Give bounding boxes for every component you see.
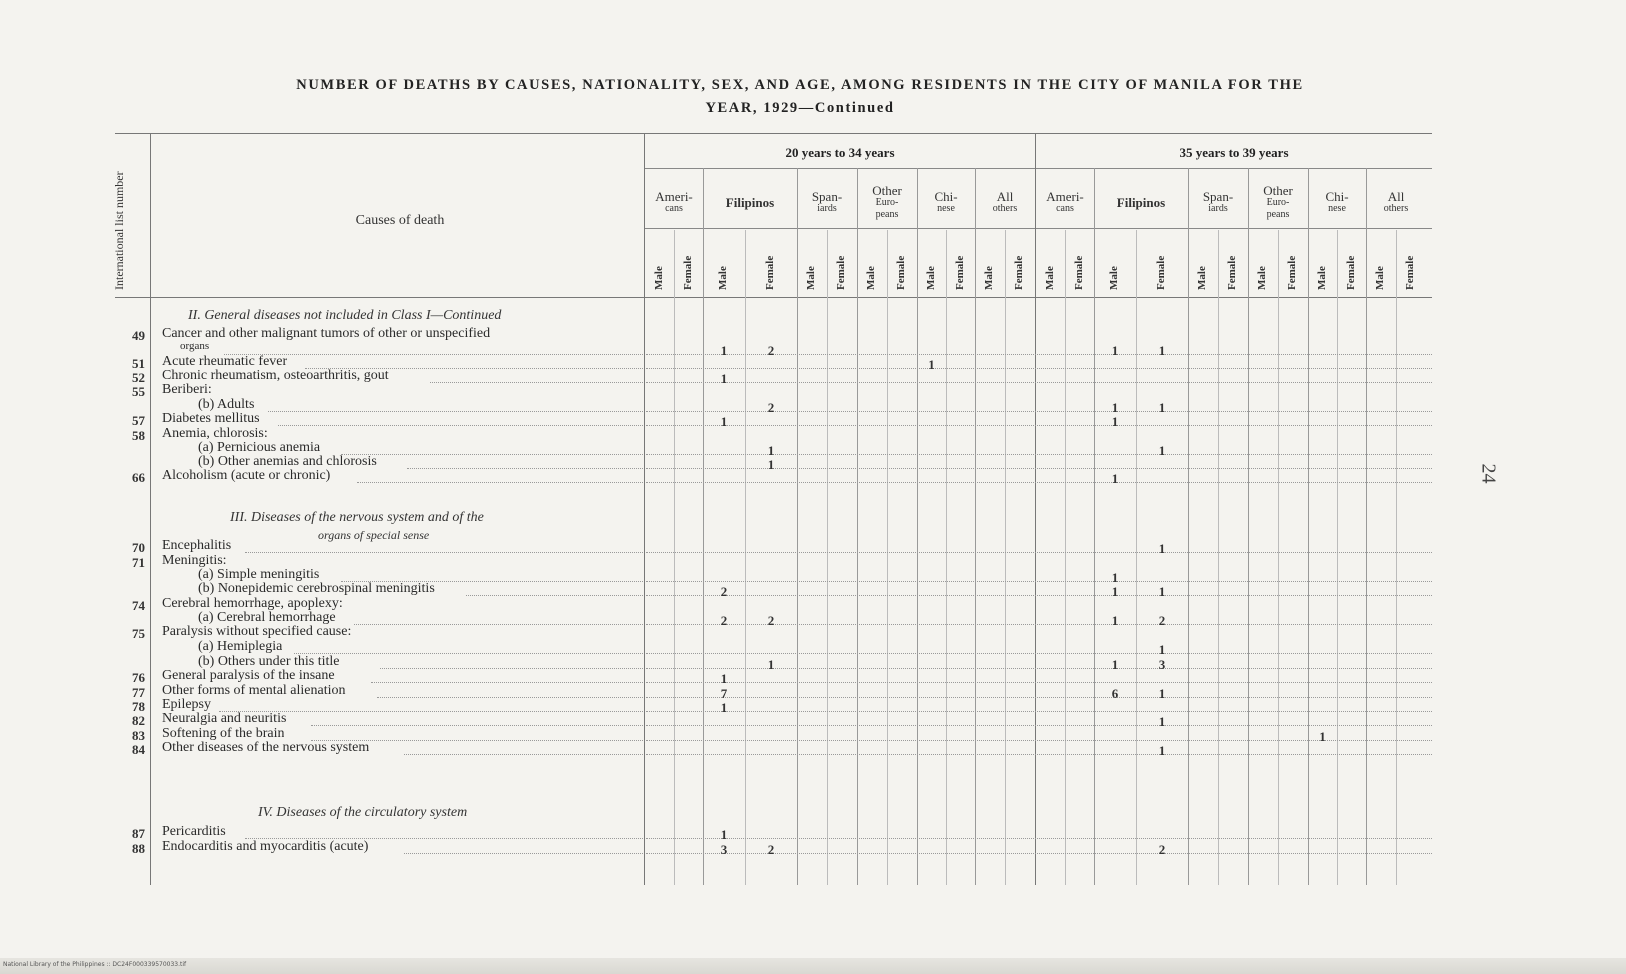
header-bottom-rule [115,297,1432,298]
cause-of-death: Cancer and other malignant tumors of other or unspecified [162,326,491,341]
leader-dots [466,595,643,596]
cause-of-death: Meningitis: [162,553,227,568]
list-number: 55 [132,384,145,399]
cause-of-death: Diabetes mellitus [162,411,260,426]
cell-value: 1 [1111,613,1119,628]
cell-value: 1 [1111,570,1119,585]
cell-value: 2 [720,613,728,628]
male-column-header: Male [924,266,937,290]
male-column-header: Male [1315,266,1328,290]
list-number: 84 [132,742,145,757]
cause-of-death: Encephalitis [162,538,232,553]
leader-dots [646,382,1432,383]
cell-value: 1 [1158,642,1166,657]
leader-dots [646,697,1432,698]
leader-dots [294,653,643,654]
nationality-header: Chi- [1325,189,1349,204]
cause-of-death: Paralysis without specified cause: [162,624,352,639]
cause-of-death: Other diseases of the nervous system [162,740,370,755]
nationality-header: cans [1056,203,1074,214]
list-number-header: International list number [112,171,126,290]
cell-value: 1 [1158,443,1166,458]
column-divider [1337,230,1338,885]
cell-value: 7 [720,686,728,701]
male-column-header: Male [865,266,877,290]
cell-value: 1 [1111,400,1119,415]
cause-of-death: (a) Pernicious anemia [198,440,321,455]
leader-dots [404,853,643,854]
cause-of-death: Chronic rheumatism, osteoarthritis, gout [162,368,389,383]
nationality-header: Filipinos [1116,195,1166,210]
cause-of-death: (b) Adults [198,397,255,412]
page-title: NUMBER OF DEATHS BY CAUSES, NATIONALITY, SEX, AND AGE, AMONG RESIDENTS IN THE CITY OF MANILA FOR THE [296,77,1304,93]
list-number: 70 [132,540,145,555]
cell-value: 2 [1158,842,1166,857]
cause-of-death: Neuralgia and neuritis [162,711,287,726]
male-column-header: Male [1108,266,1120,290]
list-number: 71 [132,555,145,570]
nationality-header: others [992,203,1018,214]
section-heading: III. Diseases of the nervous system and of the [230,510,484,525]
list-number: 75 [132,626,145,641]
cell-value: 1 [767,657,775,672]
female-column-header: Female [1404,255,1416,290]
cell-value: 1 [1319,729,1326,744]
list-number: 74 [132,598,145,613]
nationality-header: All [996,189,1014,204]
column-divider [745,230,746,885]
cell-value: 2 [720,584,728,599]
nationality-header: iards [1208,203,1228,214]
column-divider [1396,230,1397,885]
list-number: 51 [132,356,145,371]
nationality-header: peans [1266,209,1290,220]
column-divider [1278,230,1279,885]
cell-value: 1 [1111,657,1119,672]
cause-of-death: Alcoholism (acute or chronic) [162,468,331,483]
cell-value: 3 [1158,657,1166,672]
leader-dots [341,454,643,455]
female-column-header: Female [1226,255,1238,290]
column-divider [674,230,675,885]
nationality-header: Other [1263,183,1293,198]
leader-dots [646,711,1432,712]
causes-header: Causes of death [355,213,445,228]
cause-of-death: Endocarditis and myocarditis (acute) [162,839,369,854]
leader-dots [646,653,1432,654]
leader-dots [407,468,643,469]
male-column-header: Male [1043,266,1056,290]
age-group-rule-2 [1036,168,1432,169]
nationality-header: Ameri- [655,189,693,204]
leader-dots [646,552,1432,553]
age-group-header: 35 years to 39 years [1179,145,1289,160]
nationality-header: Euro- [1266,197,1290,208]
list-number: 57 [132,413,145,428]
list-number: 82 [132,713,145,728]
leader-dots [278,425,643,426]
cell-value: 1 [1158,584,1166,599]
nationality-header: iards [817,203,837,214]
cell-value: 1 [767,443,775,458]
cell-value: 1 [767,457,775,472]
section-heading: organs of special sense [318,528,430,542]
cause-of-death: Other forms of mental alienation [162,683,346,698]
cell-value: 2 [767,842,775,857]
cell-value: 1 [1158,400,1166,415]
male-column-header: Male [652,266,665,290]
column-divider [1218,230,1219,885]
cause-of-death: Pericarditis [162,824,226,839]
female-column-header: Female [681,255,694,290]
list-number: 88 [132,841,145,856]
cell-value: 2 [767,343,775,358]
cell-value: 2 [1158,613,1166,628]
cell-value: 1 [1158,714,1166,729]
female-column-header: Female [1344,255,1357,290]
list-number: 83 [132,728,145,743]
cell-value: 1 [1111,414,1119,429]
cell-value: 1 [1111,584,1119,599]
nationality-header: Filipinos [725,195,775,210]
cause-of-death: (a) Simple meningitis [198,567,320,582]
column-divider [827,230,828,885]
column-divider [797,168,798,885]
cell-value: 1 [720,414,728,429]
cell-value: 1 [928,357,935,372]
nationality-header: Ameri- [1046,189,1084,204]
cell-value: 1 [720,371,728,386]
cell-value: 1 [1111,343,1119,358]
cause-of-death: organs [180,340,210,352]
nationality-header: Euro- [875,197,899,208]
male-column-header: Male [1256,266,1268,290]
leader-dots [377,697,643,698]
causes-divider [644,133,645,885]
cause-of-death: Acute rheumatic fever [162,354,288,369]
leader-dots [646,725,1432,726]
list-number: 66 [132,470,145,485]
leader-dots [371,682,643,683]
female-column-header: Female [1013,255,1025,290]
cause-of-death: (a) Cerebral hemorrhage [198,610,336,625]
male-column-header: Male [1374,266,1386,290]
column-divider [1248,168,1249,885]
cell-value: 1 [720,700,728,715]
header-top-rule [115,133,1432,134]
list-number: 77 [132,685,145,700]
page-subtitle: YEAR, 1929—Continued [705,100,895,116]
leader-dots [357,482,643,483]
list-number-divider [150,133,151,885]
nationality-header: nese [1328,203,1346,214]
female-column-header: Female [1072,255,1085,290]
column-divider [1094,168,1095,885]
column-divider [917,168,918,885]
leader-dots [380,668,643,669]
leader-dots [245,552,643,553]
column-divider [887,230,888,885]
nationality-header: Span- [1202,189,1234,204]
leader-dots [646,425,1432,426]
cell-value: 1 [720,827,728,842]
footer-text: National Library of the Philippines :: DC24F000339570033.tif [3,961,187,968]
nationality-rule [645,228,1432,229]
female-column-header: Female [1155,255,1167,290]
column-divider [1005,230,1006,885]
cell-value: 1 [1158,743,1166,758]
cause-of-death: Beriberi: [162,382,212,397]
female-column-header: Female [764,255,776,290]
column-divider [1308,168,1309,885]
leader-dots [354,624,643,625]
female-column-header: Female [953,255,966,290]
nationality-header: others [1383,203,1409,214]
cell-value: 1 [1158,686,1166,701]
leader-dots [646,595,1432,596]
female-column-header: Female [1286,255,1298,290]
cell-value: 1 [720,343,728,358]
column-divider [1136,230,1137,885]
cause-of-death: (b) Nonepidemic cerebrospinal meningitis [198,581,435,596]
list-number: 76 [132,670,145,685]
age-group-header: 20 years to 34 years [785,145,895,160]
column-divider [975,168,976,885]
list-number: 49 [132,328,145,343]
column-divider [1366,168,1367,885]
cell-value: 2 [767,613,775,628]
cause-of-death: General paralysis of the insane [162,668,335,683]
cause-of-death: Anemia, chlorosis: [162,426,268,441]
footer-bar [0,958,1626,974]
cause-of-death: Softening of the brain [162,726,285,741]
nationality-header: Chi- [934,189,958,204]
cause-of-death: Epilepsy [162,697,211,712]
leader-dots [646,368,1432,369]
list-number: 78 [132,699,145,714]
leader-dots [646,838,1432,839]
female-column-header: Female [835,255,847,290]
leader-dots [646,682,1432,683]
leader-dots [646,482,1432,483]
column-divider [946,230,947,885]
column-divider [1188,168,1189,885]
nationality-header: All [1387,189,1405,204]
male-column-header: Male [1196,266,1208,290]
leader-dots [646,581,1432,582]
nationality-header: nese [937,203,955,214]
leader-dots [311,725,643,726]
column-divider [1065,230,1066,885]
list-number: 58 [132,428,145,443]
cause-of-death: (a) Hemiplegia [198,639,283,654]
nationality-header: Span- [811,189,843,204]
list-number: 87 [132,826,145,841]
cell-value: 1 [1111,471,1119,486]
column-divider [703,168,704,885]
male-column-header: Male [717,266,729,290]
column-divider [857,168,858,885]
nationality-header: peans [875,209,899,220]
cause-of-death: Cerebral hemorrhage, apoplexy: [162,596,343,611]
age-divider [1035,133,1036,885]
cause-of-death: (b) Others under this title [198,654,340,669]
cell-value: 1 [720,671,728,686]
leader-dots [268,411,643,412]
female-column-header: Female [895,255,907,290]
cause-of-death: (b) Other anemias and chlorosis [198,454,377,469]
cell-value: 6 [1111,686,1119,701]
cell-value: 1 [1158,343,1166,358]
male-column-header: Male [805,266,817,290]
nationality-header: Other [872,183,902,198]
cell-value: 2 [767,400,775,415]
cell-value: 3 [720,842,728,857]
male-column-header: Male [983,266,995,290]
list-number: 52 [132,370,145,385]
leader-dots [404,754,643,755]
nationality-header: cans [665,203,683,214]
page-number: 24 [1477,463,1500,484]
section-heading: IV. Diseases of the circulatory system [258,805,468,820]
cell-value: 1 [1158,541,1166,556]
leader-dots [430,382,643,383]
section-heading: II. General diseases not included in Class I—Continued [188,308,502,323]
leader-dots [646,754,1432,755]
